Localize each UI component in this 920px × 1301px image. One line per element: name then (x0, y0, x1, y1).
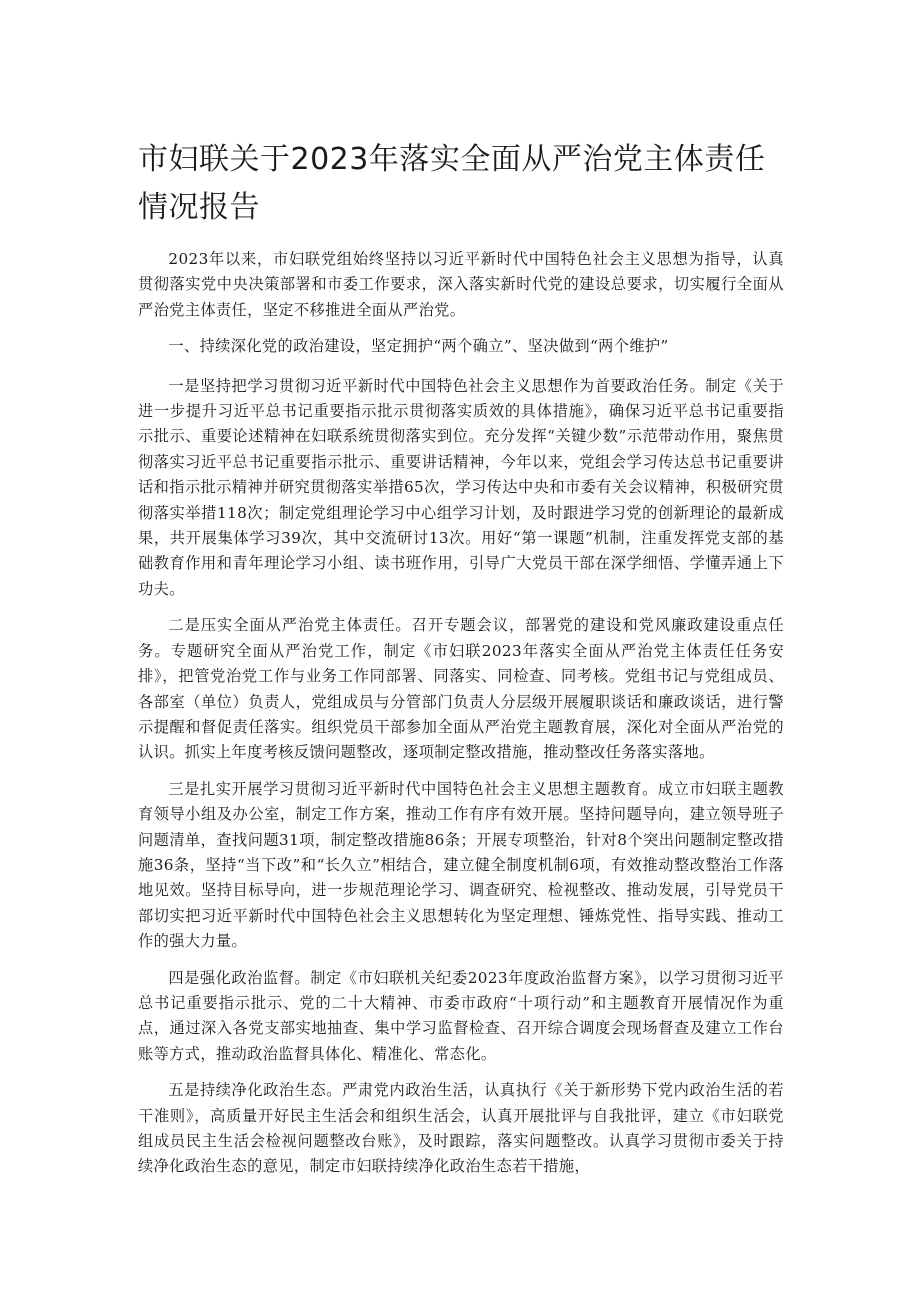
intro-paragraph: 2023年以来，市妇联党组始终坚持以习近平新时代中国特色社会主义思想为指导，认真贯彻落实党中央决策部署和市委工作要求，深入落实新时代党的建设总要求，切实履行全面从严治党主体责任，坚定不移推进全面从严治党。 (138, 250, 784, 319)
section-heading: 一、持续深化党的政治建设，坚定拥护“两个确立”、坚决做到“两个维护” (168, 337, 669, 356)
paragraph-4: 四是强化政治监督。制定《市妇联机关纪委2023年度政治监督方案》，以学习贯彻习近平总书记重要指示批示、党的二十大精神、市委市政府“十项行动”和主题教育开展情况作为重点，通过深入各党支部实地抽查、集中学习监督检查、召开综合调度会现场督查及建立工作台账等方式，推动政治监督具体化、精准化、常态化。 (138, 968, 784, 1063)
paragraph-1: 一是坚持把学习贯彻习近平新时代中国特色社会主义思想作为首要政治任务。制定《关于进一步提升习近平总书记重要指示批示贯彻落实质效的具体措施》，确保习近平总书记重要指示批示、重要论述精神在妇联系统贯彻落实到位。充分发挥“关键少数”示范带动作用，聚焦贯彻落实习近平总书记重要指示批示、重要讲话精神，今年以来，党组会学习传达总书记重要讲话和指示批示精神并研究贯彻落实举措65次，学习传达中央和市委有关会议精神，积极研究贯彻落实举措118次；制定党组理论学习中心组学习计划，及时跟进学习党的创新理论的最新成果，共开展集体学习39次，其中交流研讨13次。用好“第一课题”机制，注重发挥党支部的基础教育作用和青年理论学习小组、读书班作用，引导广大党员干部在深学细悟、学懂弄通上下功夫。 (138, 376, 784, 598)
paragraph-5: 五是持续净化政治生态。严肃党内政治生活，认真执行《关于新形势下党内政治生活的若干准则》，高质量开好民主生活会和组织生活会，认真开展批评与自我批评，建立《市妇联党组成员民主生活会检视问题整改台账》，及时跟踪，落实问题整改。认真学习贯彻市委关于持续净化政治生态的意见，制定市妇联持续净化政治生态若干措施， (138, 1081, 784, 1176)
document-body (138, 247, 784, 1191)
document-title: 市妇联关于2023年落实全面从严治党主体责任情况报告 (138, 142, 766, 225)
paragraph-3: 三是扎实开展学习贯彻习近平新时代中国特色社会主义思想主题教育。成立市妇联主题教育领导小组及办公室，制定工作方案，推动工作有序有效开展。坚持问题导向，建立领导班子问题清单，查找问题31项，制定整改措施86条；开展专项整治，针对8个突出问题制定整改措施36条，坚持“当下改”和“长久立”相结合，建立健全制度机制6项，有效推动整改整治工作落地见效。坚持目标导向，进一步规范理论学习、调查研究、检视整改、推动发展，引导党员干部切实把习近平新时代中国特色社会主义思想转化为坚定理想、锤炼党性、指导实践、推动工作的强大力量。 (138, 779, 784, 951)
paragraph-2: 二是压实全面从严治党主体责任。召开专题会议，部署党的建设和党风廉政建设重点任务。专题研究全面从严治党工作，制定《市妇联2023年落实全面从严治党主体责任任务安排》，把管党治党工作与业务工作同部署、同落实、同检查、同考核。党组书记与党组成员、各部室（单位）负责人，党组成员与分管部门负责人分层级开展履职谈话和廉政谈话，进行警示提醒和督促责任落实。组织党员干部参加全面从严治党主题教育展，深化对全面从严治党的认识。抓实上年度考核反馈问题整改，逐项制定整改措施，推动整改任务落实落地。 (138, 616, 784, 762)
